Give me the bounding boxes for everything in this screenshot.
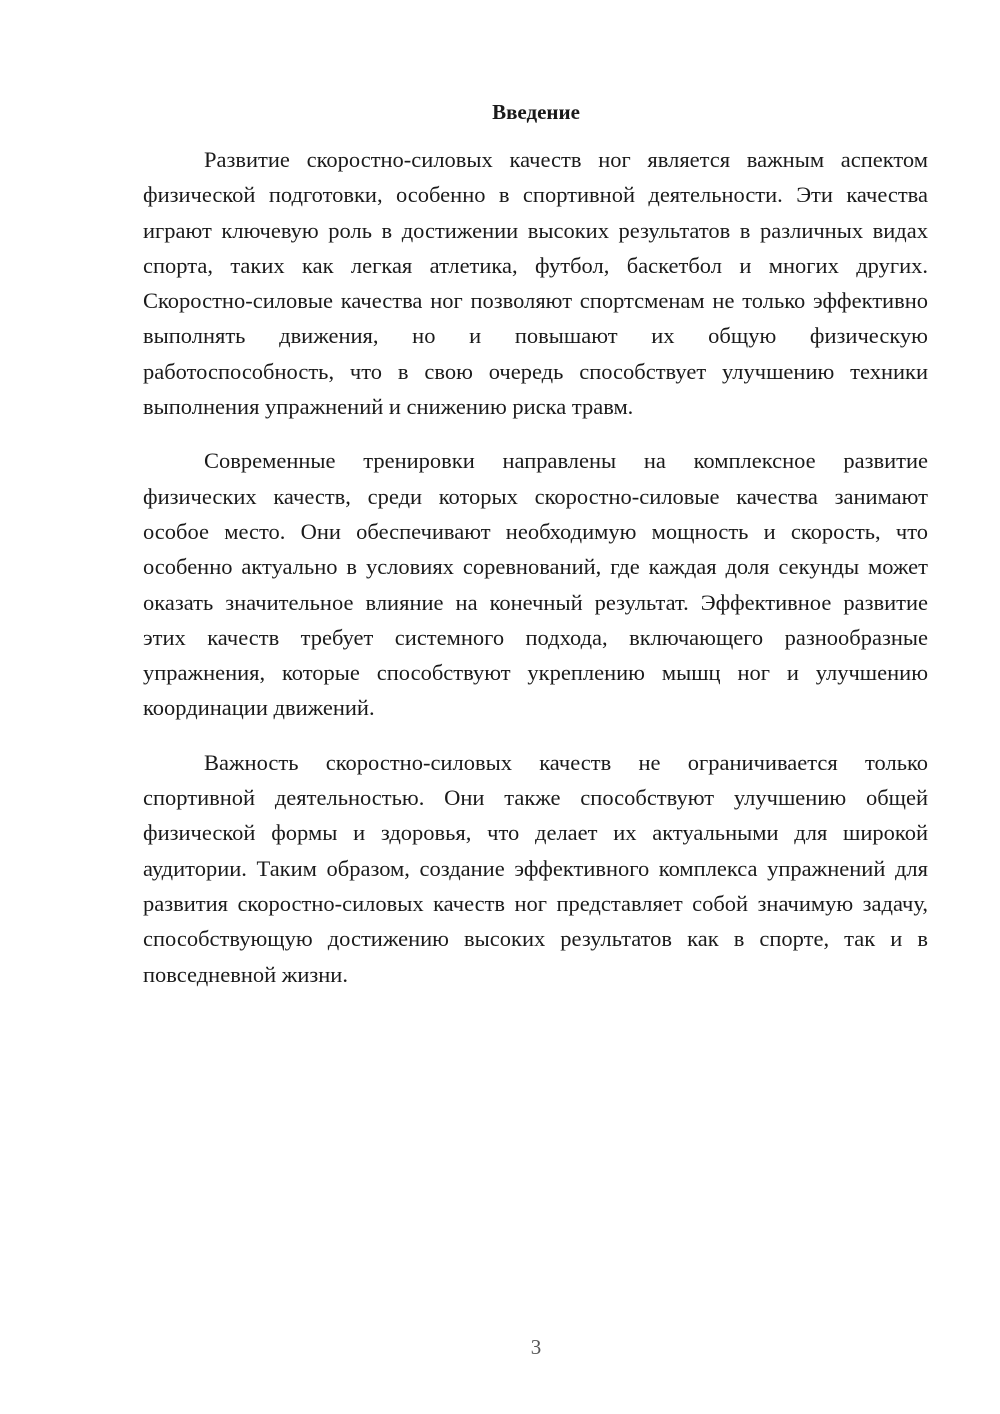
paragraph-2: Современные тренировки направлены на комплексное развитие физических качеств, среди которых скоростно-силовые качества занимают особое место. Они обеспечивают необходимую мощность и скорость, что особенно актуально в условиях соревнований, где каждая доля секунды может оказать значительное влияние на конечный результат. Эффективное развитие этих качеств требует системного подхода, включающего разнообразные упражнения, которые способствуют укреплению мышц ног и улучшению координации движений. bbox=[143, 448, 928, 721]
paragraph-1: Развитие скоростно-силовых качеств ног является важным аспектом физической подготовки, особенно в спортивной деятельности. Эти качества играют ключевую роль в достижении высоких результатов в различных видах спорта, таких как легкая атлетика, футбол, баскетбол и многих других. Скоростно-силовые качества ног позволяют спортсменам не только эффективно выполнять движения, но и повышают их общую физическую работоспособность, что в свою очередь способствует улучшению техники выполнения упражнений и снижению риска травм. bbox=[143, 147, 928, 420]
page-number: 3 bbox=[530, 1335, 542, 1359]
paragraph-3: Важность скоростно-силовых качеств не ограничивается только спортивной деятельностью. Они также способствуют улучшению общей физической формы и здоровья, что делает их актуальными для широкой аудитории. Таким образом, создание эффективного комплекса упражнений для развития скоростно-силовых качеств ног представляет собой значимую задачу, способствующую достижению высоких результатов как в спорте, так и в повседневной жизни. bbox=[143, 749, 928, 987]
page-title: Введение bbox=[492, 100, 580, 124]
document-body bbox=[143, 142, 928, 992]
